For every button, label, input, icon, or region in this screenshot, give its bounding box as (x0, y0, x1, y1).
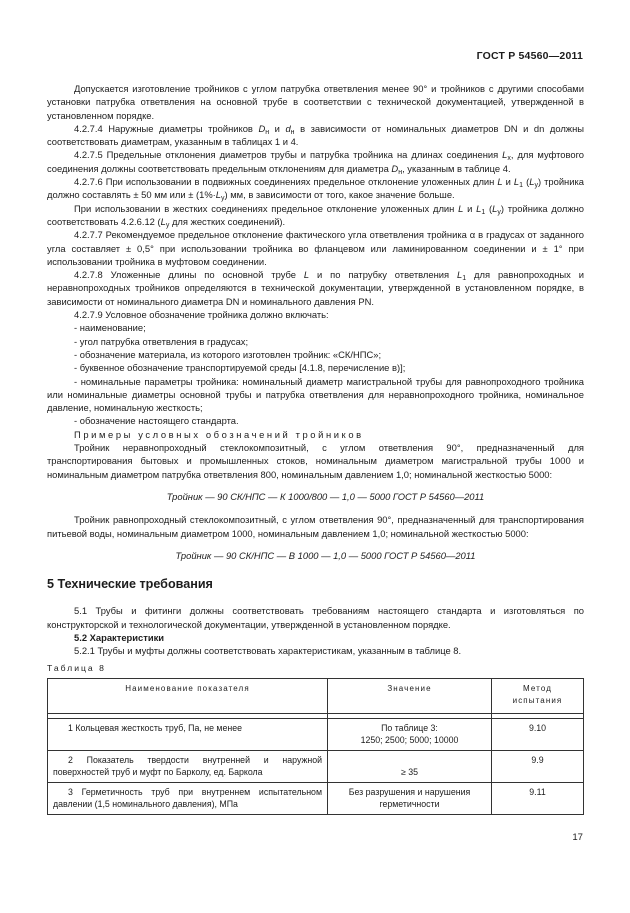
value-line: Без разрушения и нарушения (348, 786, 471, 797)
paragraph-5-1: 5.1 Трубы и фитинги должны соответствовать требованиям настоящего стандарта и изготовляться по конструкторской и технологической документации, утвержденной в установленном порядке. (47, 605, 584, 630)
value-line: герметичности (379, 799, 440, 810)
list-item: - обозначение материала, из которого изготовлен тройник: «СК/НПС»; (74, 348, 382, 360)
table-cell-method: 9.10 (492, 718, 584, 750)
table-cell-value (328, 718, 492, 750)
paragraph-4-2-7-5: 4.2.7.5 Предельные отклонения диаметров трубы и патрубка тройника на длинах соединения $L_x$, для муфтового соединения должны соответствовать предельным отклонениям для диаметра $D_н$, указанным в таблице 4. (47, 149, 584, 176)
example-2-text: Тройник равнопроходный стеклокомпозитный, с углом ответвления 90°, предназначенный для транспортирования питьевой воды, номинальным диаметром 1000, номинальным давлением 1,0; номинальной жесткостью 5000: (47, 514, 584, 539)
characteristics-table (47, 678, 584, 815)
paragraph-5-2-1: 5.2.1 Трубы и муфты должны соответствовать характеристикам, указанным в таблице 8. (74, 645, 462, 657)
section-5-title: 5 Технические требования (47, 577, 213, 592)
table-cell-value (328, 782, 492, 814)
table-header-row (48, 678, 584, 713)
paragraph-4-2-7-8: 4.2.7.8 Уложенные длины по основной трубе L и по патрубку ответвления $L_1$ для равнопроходных и неравнопроходных тройников определяются в технической документации, утвержденной в установленном порядке, в зависимости от номинального диаметра DN и номинального давления PN. (47, 269, 584, 307)
heading-5-2: 5.2 Характеристики (74, 631, 165, 643)
column-header-value: Значение (328, 678, 492, 713)
table-cell-name: 3 Герметичность труб при внутреннем испытательном давлении (1,5 номинального давления), МПа (48, 782, 328, 814)
list-item: - буквенное обозначение транспортируемой среды [4.1.8, перечисление в)]; (74, 362, 406, 374)
list-item: - наименование; (74, 322, 146, 334)
table-cell-name: 2 Показатель твердости внутренней и наружной поверхностей труб и муфт по Барколу, ед. Баркола (48, 750, 328, 782)
example-2-designation: Тройник — 90 СК/НПС — В 1000 — 1,0 — 5000 ГОСТ Р 54560—2011 (175, 549, 476, 561)
paragraph-4-2-7-4: 4.2.7.4 Наружные диаметры тройников $D_н$ и $d_н$ в зависимости от номинальных диаметров DN и dn должны соответствовать диаметрам, указанным в таблицах 1 и 4. (47, 122, 584, 148)
paragraph-4-2-7-7: 4.2.7.7 Рекомендуемое предельное отклонение фактического угла ответвления тройника α в градусах от заданного угла составляет ± 0,5° при использовании тройника во фланцевом или ламинированном соединении и ± 1° при использовании тройника в муфтовом соединении. (47, 229, 584, 267)
list-item: - номинальные параметры тройника: номинальный диаметр магистральной трубы для равнопроходного тройника или номинальные диаметры основной трубы и патрубка ответвления для неравнопроходного тройника, номинальное давление, номинальную жесткость; (47, 375, 584, 414)
table-row (48, 750, 584, 782)
table-caption: Таблица 8 (47, 662, 106, 673)
example-1-designation: Тройник — 90 СК/НПС — К 1000/800 — 1,0 — 5000 ГОСТ Р 54560—2011 (166, 490, 485, 502)
document-code: ГОСТ Р 54560—2011 (476, 50, 583, 62)
example-1-text: Тройник неравнопроходный стеклокомпозитный, с углом ответвления 90°, предназначенный для транспортирования бытовых и промышленных стоков, номинальным диаметром магистральной трубы 1000 и номинальным диаметром патрубка ответвления 800, номинальным давлением 1,0; номинальной жесткостью 5000: (47, 442, 584, 480)
value-line: ≥ 35 (400, 767, 419, 778)
page-body (47, 82, 584, 815)
column-header-method: Метод испытания (492, 678, 584, 713)
paragraph-4-2-7-9: 4.2.7.9 Условное обозначение тройника должно включать: (74, 309, 329, 321)
value-line: 1250; 2500; 5000; 10000 (360, 735, 459, 746)
table-cell-method: 9.11 (492, 782, 584, 814)
list-item: - угол патрубка ответвления в градусах; (74, 335, 249, 347)
page-number: 17 (572, 832, 583, 843)
value-line: По таблице 3: (381, 722, 438, 733)
table-row (48, 718, 584, 750)
list-item: - обозначение настоящего стандарта. (74, 415, 239, 427)
table-cell-method: 9.9 (492, 750, 584, 782)
table-cell-name: 1 Кольцевая жесткость труб, Па, не менее (48, 718, 328, 750)
column-header-name: Наименование показателя (48, 678, 328, 713)
paragraph-allowance: Допускается изготовление тройников с углом патрубка ответвления менее 90° и тройников с другими способами установки патрубка ответвления на основной трубе в соответствии с технической документацией, утвержденной в установленном порядке. (47, 83, 584, 121)
paragraph-rigid-joints: При использовании в жестких соединениях предельное отклонение уложенных длин L и $L_1$ $(L_у)$ тройника должно соответствовать 4.2.6.12 ($L_у$ для жестких соединений). (47, 202, 585, 229)
table-cell-value (328, 750, 492, 782)
paragraph-4-2-7-6: 4.2.7.6 При использовании в подвижных соединениях предельное отклонение уложенных длин L и $L_1$ $(L_у)$ тройника должно составлять ± 50 мм или ± $(1\%\cdot L_у)$ мм, в зависимости от того, какое значение больше. (47, 176, 584, 203)
examples-heading: Примеры условных обозначений тройников (74, 428, 364, 440)
table-row (48, 782, 584, 814)
